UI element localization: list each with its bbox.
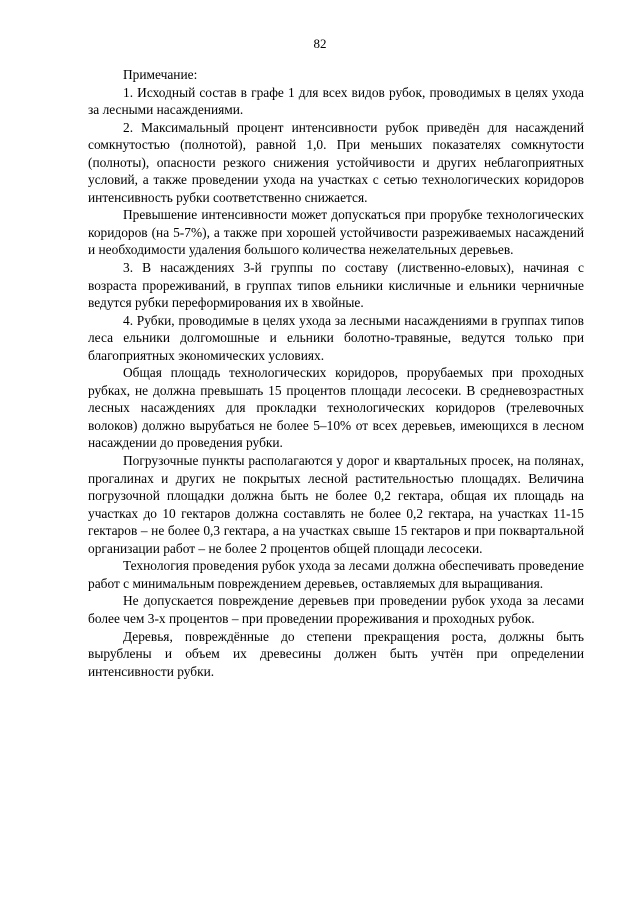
note-heading: Примечание: [123,67,198,82]
page-number: 82 [313,36,327,51]
paragraph-loading-points: Погрузочные пункты располагаются у дорог и квартальных просек, на полянах, прогалинах и других не покрытых лесной растительностью площадях. Величина погрузочной площадки должна быть не более 0,2 гектара, общая их площадь на участках до 10 гектаров должна составлять не более 0,2 гектара, на участках 11-15 гектаров – не более 0,3 гектара, а на участках свыше 15 гектаров и при поквартальной организации работ – не более 2 процентов общей площади лесосеки. [88,453,584,556]
paragraph-intensity-excess: Превышение интенсивности может допускаться при прорубке технологических коридоров (на 5-7%), а также при хорошей устойчивости разреживаемых насаждений и необходимости удаления большого количества нежелательных деревьев. [88,207,584,258]
paragraph-note-3: 3. В насаждениях 3-й группы по составу (лиственно-еловых), начиная с возраста прореживаний, в группах типов ельники кисличные и ельники черничные ведутся рубки переформирования их в хвойные. [88,260,584,311]
paragraph-damaged-trees: Деревья, повреждённые до степени прекращения роста, должны быть вырублены и объем их древесины должен быть учтён при определении интенсивности рубки. [88,628,584,679]
paragraph-note-1: 1. Исходный состав в графе 1 для всех видов рубок, проводимых в целях ухода за лесными насаждениями. [88,84,584,118]
paragraph-corridors-area: Общая площадь технологических коридоров, прорубаемых при проходных рубках, не должна превышать 15 процентов площади лесосеки. В средневозрастных лесных насаждениях для прокладки технологических коридоров (трелевочных волоков) должно вырубаться не более 5–10% от всех деревьев, имеющихся в лесном насаждении до проведения рубки. [88,365,584,451]
paragraph-technology: Технология проведения рубок ухода за лесами должна обеспечивать проведение работ с минимальным повреждением деревьев, оставляемых для выращивания. [88,558,584,591]
paragraph-note-4: 4. Рубки, проводимые в целях ухода за лесными насаждениями в группах типов леса ельники долгомошные и ельники болотно-травяные, ведутся только при благоприятных экономических условиях. [88,312,584,363]
document-body [88,66,584,680]
paragraph-note-2: 2. Максимальный процент интенсивности рубок приведён для насаждений сомкнутостью (полнотой), равной 1,0. При меньших показателях сомкнутости (полноты), опасности резкого снижения устойчивости и других неблагоприятных условий, а также проведении ухода на участках с сетью технологических коридоров интенсивность рубки соответственно снижается. [88,119,584,205]
paragraph-damage-limit: Не допускается повреждение деревьев при проведении рубок ухода за лесами более чем 3-х процентов – при проведении прореживания и проходных рубок. [88,593,584,626]
